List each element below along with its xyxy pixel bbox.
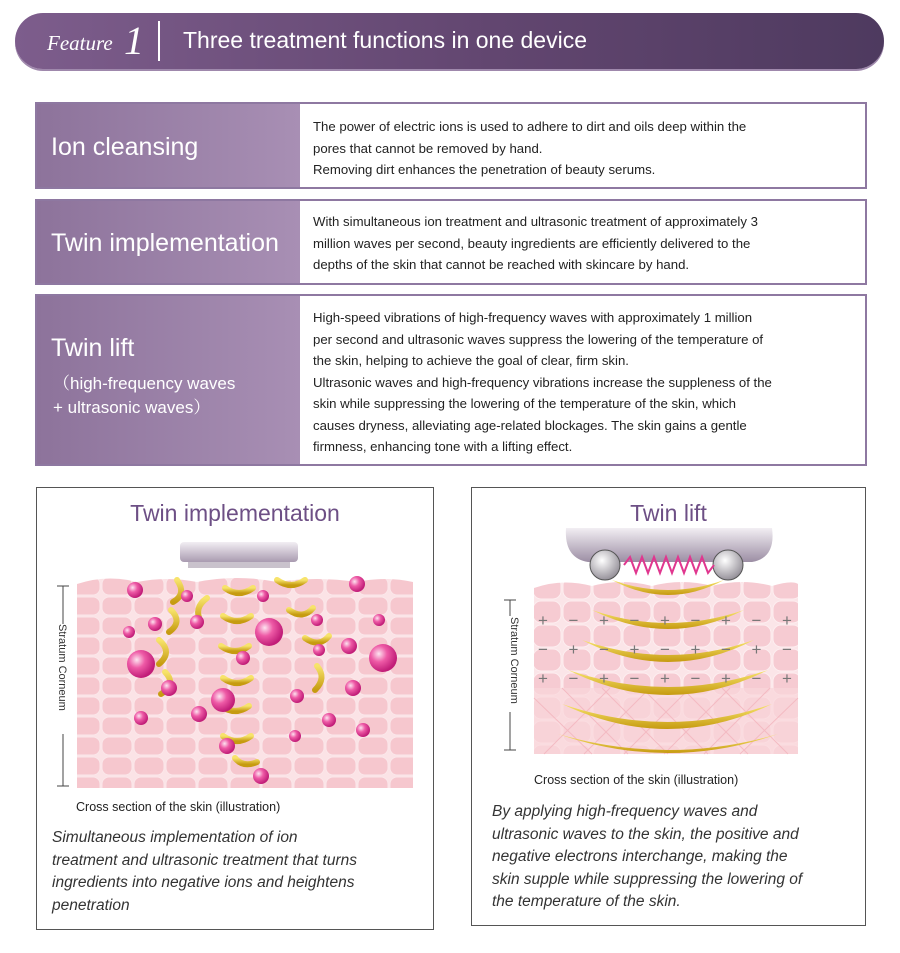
- plus-sign: +: [782, 611, 792, 630]
- note-line: ingredients into negative ions and heightens: [52, 874, 355, 891]
- feature-description: [313, 116, 855, 181]
- plus-sign: +: [538, 611, 548, 630]
- note-line: skin supple while suppressing the lowering of: [492, 870, 803, 888]
- note-line: the temperature of the skin.: [492, 893, 681, 910]
- page-title: Three treatment functions in one device: [183, 27, 588, 53]
- plus-sign: +: [721, 611, 731, 630]
- plus-sign: +: [721, 669, 731, 688]
- plus-sign: +: [782, 669, 792, 688]
- subtitle-line: （high-frequency waves: [53, 374, 236, 393]
- charge-grid: [538, 606, 798, 693]
- description-line: depths of the skin that cannot be reached with skincare by hand.: [313, 257, 690, 272]
- note-line: By applying high-frequency waves and: [492, 803, 758, 820]
- description-line: pores that cannot be removed by hand.: [313, 140, 543, 156]
- description-line: With simultaneous ion treatment and ultrasonic treatment of approximately 3: [313, 214, 758, 229]
- plus-sign: +: [660, 669, 670, 688]
- feature-description: [313, 307, 855, 458]
- note-line: penetration: [52, 896, 130, 914]
- panel-twin-implementation: [36, 487, 434, 930]
- note-line: negative electrons interchange, making the: [492, 848, 788, 865]
- feature-row-twin-implementation: [35, 199, 867, 285]
- skin-illustration: [37, 536, 433, 808]
- plus-sign: +: [751, 640, 762, 659]
- minus-sign: −: [568, 611, 579, 630]
- device-head: [180, 542, 298, 562]
- feature-row-twin-lift: [35, 294, 867, 466]
- panel-note: [52, 827, 357, 917]
- plus-sign: +: [538, 669, 548, 688]
- minus-sign: −: [660, 640, 670, 659]
- plus-sign: +: [599, 669, 609, 688]
- feature-banner: [15, 13, 884, 69]
- note-line: treatment and ultrasonic treatment that turns: [52, 851, 357, 869]
- feature-row-header: [37, 296, 300, 464]
- subtitle-line: + ultrasonic waves）: [53, 398, 211, 417]
- plus-sign: +: [629, 640, 640, 659]
- plus-sign: +: [599, 611, 609, 630]
- description-line: The power of electric ions is used to adhere to dirt and oils deep within the: [313, 119, 747, 134]
- banner-divider: [158, 21, 160, 61]
- plus-sign: +: [568, 640, 579, 659]
- panel-note: [492, 801, 802, 914]
- panel-title: Twin lift: [630, 500, 707, 526]
- negative-electrode: [713, 550, 743, 580]
- feature-name: Twin implementation: [51, 229, 279, 257]
- panel-title: Twin implementation: [130, 500, 340, 526]
- minus-sign: −: [629, 611, 640, 630]
- minus-sign: −: [751, 611, 762, 630]
- feature-name: Twin lift: [51, 334, 135, 362]
- feature-row-header: [37, 104, 300, 187]
- feature-subtitle: [53, 372, 235, 420]
- minus-sign: −: [629, 669, 640, 688]
- description-line: causes dryness, alleviating age-related blockages. The skin gains a gentle: [313, 417, 747, 433]
- feature-name: Ion cleansing: [51, 133, 199, 161]
- minus-sign: −: [538, 640, 548, 659]
- description-line: the skin, helping to achieve the goal of clear, firm skin.: [313, 353, 629, 368]
- stratum-corneum-label: Stratum Corneum: [508, 617, 520, 704]
- description-line: High-speed vibrations of high-frequency waves with approximately 1 million: [313, 310, 753, 325]
- minus-sign: −: [599, 640, 609, 659]
- minus-sign: −: [690, 611, 701, 630]
- feature-description: [313, 211, 855, 276]
- panel-twin-lift: [471, 487, 866, 926]
- description-line: per second and ultrasonic waves suppress the lowering of the temperature of: [313, 331, 764, 347]
- skin-caption: Cross section of the skin (illustration): [534, 773, 739, 787]
- description-line: Removing dirt enhances the penetration of beauty serums.: [313, 162, 656, 177]
- feature-row-header: [37, 201, 300, 283]
- note-line: Simultaneous implementation of ion: [52, 829, 298, 846]
- feature-label: Feature: [47, 31, 113, 55]
- description-line: firmness, enhancing tone with a lifting effect.: [313, 439, 573, 454]
- plus-sign: +: [660, 611, 670, 630]
- stratum-corneum-label-left: Stratum Corneum: [56, 624, 68, 711]
- plus-sign: +: [690, 640, 701, 659]
- feature-row-ion-cleansing: [35, 102, 867, 189]
- note-line: ultrasonic waves to the skin, the positive and: [492, 825, 799, 843]
- minus-sign: −: [751, 669, 762, 688]
- minus-sign: −: [721, 640, 731, 659]
- feature-number: 1: [124, 18, 144, 63]
- description-line: million waves per second, beauty ingredients are efficiently delivered to the: [313, 235, 751, 251]
- positive-electrode: [590, 550, 620, 580]
- description-line: Ultrasonic waves and high-frequency vibrations increase the suppleness of the: [313, 374, 772, 390]
- minus-sign: −: [782, 640, 792, 659]
- skin-caption: Cross section of the skin (illustration): [76, 800, 281, 814]
- minus-sign: −: [690, 669, 701, 688]
- minus-sign: −: [568, 669, 579, 688]
- description-line: skin while suppressing the lowering of the temperature of the skin, which: [313, 396, 736, 411]
